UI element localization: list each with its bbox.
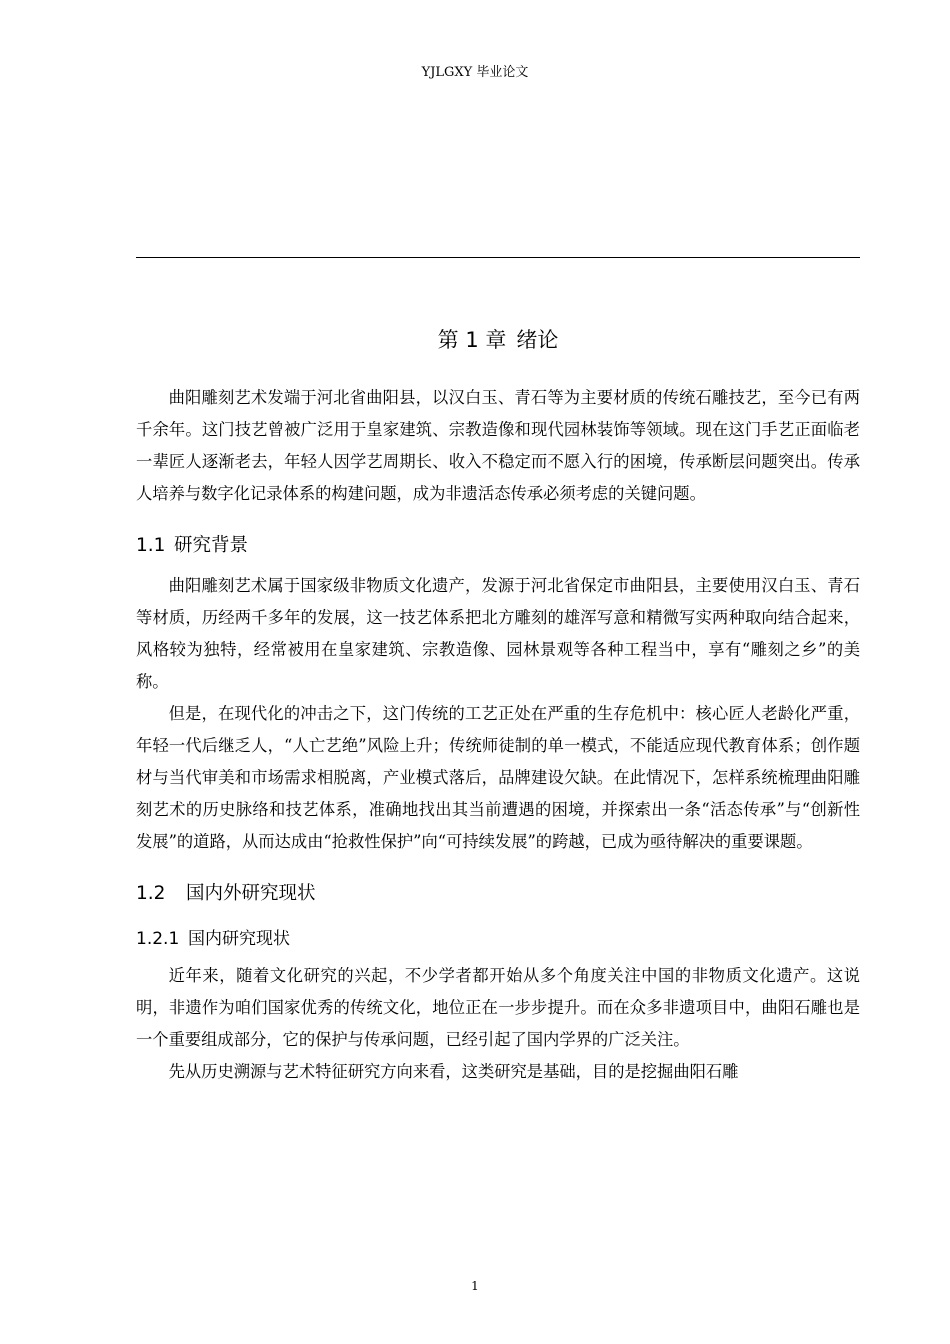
section-title: 国内外研究现状 — [186, 883, 316, 904]
subsection-heading-1-2-1 — [136, 924, 860, 954]
section-number: 1.1 — [136, 535, 166, 556]
page-content — [136, 320, 860, 1088]
section-number: 1.2 — [136, 883, 166, 904]
body-paragraph: 先从历史溯源与艺术特征研究方向来看，这类研究是基础，目的是挖掘曲阳石雕 — [168, 1062, 739, 1081]
chapter-name: 绪论 — [516, 328, 559, 352]
header-rule — [136, 257, 860, 258]
body-paragraph: 曲阳雕刻艺术属于国家级非物质文化遗产，发源于河北省保定市曲阳县，主要使用汉白玉、青石等材质，历经两千多年的发展，这一技艺体系把北方雕刻的雄浑写意和精微写实两种取向结合起来，风格较为独特，经常被用在皇家建筑、宗教造像、园林景观等各种工程当中，享有“雕刻之乡”的美称。 — [136, 576, 860, 691]
body-paragraph: 但是，在现代化的冲击之下，这门传统的工艺正处在严重的生存危机中：核心匠人老龄化严重，年轻一代后继乏人，“人亡艺绝”风险上升；传统师徒制的单一模式，不能适应现代教育体系；创作题材与当代审美和市场需求相脱离，产业模式落后，品牌建设欠缺。在此情况下，怎样系统梳理曲阳雕刻艺术的历史脉络和技艺体系，准确地找出其当前遭遇的困境，并探索出一条“活态传承”与“创新性发展”的道路，从而达成由“抢救性保护”向“可持续发展”的跨越，已成为亟待解决的重要课题。 — [136, 704, 860, 851]
section-heading-1-2 — [136, 878, 860, 910]
chapter-title — [136, 320, 860, 360]
body-paragraph: 近年来，随着文化研究的兴起，不少学者都开始从多个角度关注中国的非物质文化遗产。这说明，非遗作为咱们国家优秀的传统文化，地位正在一步步提升。而在众多非遗项目中，曲阳石雕也是一个重要组成部分，它的保护与传承问题，已经引起了国内学界的广泛关注。 — [136, 966, 860, 1049]
page-number: 1 — [471, 1279, 479, 1293]
subsection-number: 1.2.1 — [136, 929, 180, 949]
subsection-title: 国内研究现状 — [188, 929, 290, 949]
section-title: 研究背景 — [174, 535, 249, 556]
chapter-number: 第 1 章 — [437, 328, 507, 352]
section-heading-1-1 — [136, 530, 860, 562]
chapter-intro-paragraph: 曲阳雕刻艺术发端于河北省曲阳县，以汉白玉、青石等为主要材质的传统石雕技艺，至今已有两千余年。这门技艺曾被广泛用于皇家建筑、宗教造像和现代园林装饰等领域。现在这门手艺正面临老一辈匠人逐渐老去，年轻人因学艺周期长、收入不稳定而不愿入行的困境，传承断层问题突出。传承人培养与数字化记录体系的构建问题，成为非遗活态传承必须考虑的关键问题。 — [136, 388, 860, 503]
running-header: YJLGXY 毕业论文 — [421, 65, 529, 80]
